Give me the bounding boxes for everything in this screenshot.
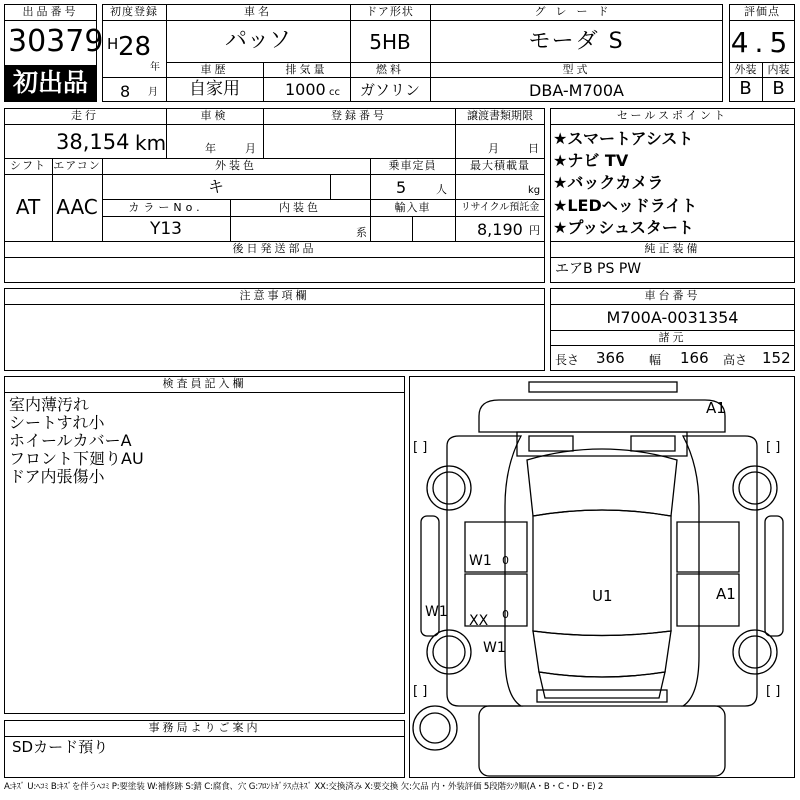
inspector-item: ドア内張傷小	[9, 467, 105, 486]
displacement-unit: cc	[329, 87, 340, 98]
equipment-value: エアB PS PW	[555, 261, 642, 277]
equipment-label: 純正装備	[644, 242, 701, 255]
exterior-label: 外装	[734, 63, 757, 76]
office-label: 事務局よりご案内	[148, 721, 261, 734]
right-front-door-shape	[677, 522, 739, 572]
reg-year: 28	[118, 32, 152, 62]
sales-item: ★LEDヘッドライト	[553, 196, 698, 215]
sales-label: セールスポイント	[616, 109, 728, 122]
lot-label: 出品番号	[22, 5, 79, 18]
mark-center: U1	[592, 587, 613, 605]
ext-color-value: キ	[207, 177, 224, 196]
spec-label: 諸元	[658, 331, 687, 344]
era: H	[107, 35, 119, 53]
inspector-item: シートすれ小	[9, 413, 105, 432]
underbody-shape	[479, 706, 725, 776]
displacement-value: 1000	[285, 80, 326, 99]
reg-no-label: 登録番号	[331, 109, 387, 122]
chassis-number: M700A-0031354	[606, 308, 739, 327]
tailgate-shape	[539, 672, 665, 698]
hood-shape	[479, 400, 725, 432]
model-value: DBA-M700A	[529, 81, 624, 100]
transfer-day-unit: 日	[528, 142, 539, 155]
inspector-item: フロント下廻りAU	[9, 449, 144, 468]
lot-number: 30379	[8, 24, 104, 59]
recycle-value: 8,190	[477, 220, 523, 239]
exterior-grade: B	[739, 78, 752, 99]
height-label: 高さ	[723, 353, 748, 367]
grade-value: モーダ S	[528, 29, 625, 54]
capacity-label: 乗車定員	[388, 159, 437, 172]
car-name: パッソ	[224, 28, 291, 53]
max-load-label: 最大積載量	[470, 159, 530, 172]
transfer-label: 譲渡書類期限	[467, 109, 533, 122]
width-label: 幅	[649, 353, 662, 367]
first-listing-badge	[5, 65, 96, 101]
spare-tire-inner-shape	[420, 713, 450, 743]
model-label: 型式	[562, 63, 591, 76]
mark-xx: XX	[469, 613, 489, 629]
recycle-unit: 円	[529, 224, 540, 237]
history-label: 車歴	[200, 63, 229, 76]
displacement-label: 排気量	[285, 63, 328, 76]
max-load-unit: kg	[528, 185, 541, 196]
inspector-item: ホイールカバーA	[9, 431, 132, 450]
ac-label: エアコン	[53, 159, 101, 172]
notes-label: 注意事項欄	[239, 289, 310, 302]
length-value: 366	[596, 349, 625, 367]
grade-label: グレード	[534, 5, 619, 18]
mark-left-rear-door: W1	[483, 640, 506, 656]
car-diagram	[409, 376, 795, 778]
first-reg-label: 初度登録	[110, 5, 158, 18]
left-rear-wheel-inner-shape	[433, 636, 465, 668]
left-front-wheel-inner-shape	[433, 472, 465, 504]
door-label: ドア形状	[366, 5, 414, 18]
capacity-unit: 人	[436, 183, 447, 196]
reg-month: 8	[120, 82, 131, 101]
color-no-label: カラーNo.	[128, 201, 204, 214]
office-value: SDカード預り	[12, 738, 109, 756]
month-unit: 月	[148, 87, 158, 98]
roof-shape	[533, 510, 671, 636]
capacity-value: 5	[396, 178, 407, 197]
int-color-label: 内装色	[279, 201, 321, 214]
mileage-unit: km	[135, 131, 167, 155]
rear-window-shape	[533, 631, 671, 677]
bracket-left-top: [ ]	[413, 440, 428, 455]
bracket-left-bottom: [ ]	[413, 684, 428, 699]
history-value: 自家用	[189, 79, 240, 99]
sales-item: ★プッシュスタート	[553, 218, 694, 237]
score-value: 4.5	[730, 26, 794, 59]
year-unit: 年	[150, 62, 160, 73]
windshield-shape	[527, 449, 677, 516]
inspection-year-unit: 年	[205, 142, 216, 155]
sales-item: ★ナビ TV	[553, 151, 629, 170]
mark-right-rear-door: A1	[716, 585, 736, 603]
recycle-label: リサイクル預託金	[460, 202, 540, 213]
interior-grade: B	[772, 78, 785, 99]
sales-item: ★バックカメラ	[553, 173, 664, 192]
parts-label: 後日発送部品	[232, 242, 317, 255]
width-value: 166	[680, 349, 709, 367]
mileage-label: 走行	[71, 109, 99, 122]
ext-color-label: 外装色	[215, 159, 257, 172]
color-no-value: Y13	[149, 219, 183, 239]
shift-label: シフト	[10, 159, 46, 172]
door-type: 5HB	[369, 30, 411, 54]
transfer-month-unit: 月	[488, 142, 499, 155]
car-diagram-frame	[409, 376, 795, 778]
sales-item: ★スマートアシスト	[553, 129, 694, 148]
interior-label: 内装	[767, 63, 790, 76]
score-label: 評価点	[744, 5, 780, 18]
rear-bumper-shape	[537, 690, 667, 702]
mark-o2: 0	[502, 608, 509, 621]
headlight-left-shape	[529, 436, 573, 451]
mark-roof-front: A1	[706, 399, 726, 417]
mark-left-door: W1	[469, 553, 492, 569]
right-rear-wheel-inner-shape	[739, 636, 771, 668]
shift-value: AT	[15, 195, 41, 219]
height-value: 152	[762, 349, 791, 367]
int-color-unit: 系	[356, 226, 367, 239]
mileage-value: 38,154	[56, 130, 130, 154]
right-front-wheel-inner-shape	[739, 472, 771, 504]
mark-o1: 0	[502, 554, 509, 567]
legend-text: A:ｷｽﾞ U:ﾍｺﾐ B:ｷｽﾞを伴うﾍｺﾐ P:要塗装 W:補修跡 S:錆 C:腐食、穴 G:ﾌﾛﾝﾄｶﾞﾗｽ点ｷｽﾞ XX:交換済み X:要交換 欠:欠品 内・外装評価 5段階ﾗﾝｸ順(A・B・C・D・E) 2	[4, 782, 604, 792]
first-listing-text: 初出品	[12, 68, 88, 97]
right-rocker-shape	[765, 516, 783, 636]
rear-bumper-top-shape	[529, 382, 677, 392]
ac-value: AAC	[56, 195, 98, 219]
inspection-month-unit: 月	[245, 142, 256, 155]
bracket-right-bottom: [ ]	[766, 684, 781, 699]
mark-left-rocker: W1	[425, 604, 448, 620]
import-label: 輸入車	[394, 201, 431, 214]
inspection-label: 車検	[200, 109, 229, 122]
inspector-item: 室内薄汚れ	[9, 395, 90, 414]
inspector-label: 検査員記入欄	[162, 377, 247, 390]
car-name-label: 車名	[244, 5, 272, 18]
bracket-right-top: [ ]	[766, 440, 781, 455]
fuel-label: 燃料	[376, 63, 404, 76]
chassis-label: 車台番号	[644, 289, 701, 302]
length-label: 長さ	[555, 353, 580, 367]
fuel-value: ガソリン	[359, 81, 420, 99]
headlight-right-shape	[631, 436, 675, 451]
